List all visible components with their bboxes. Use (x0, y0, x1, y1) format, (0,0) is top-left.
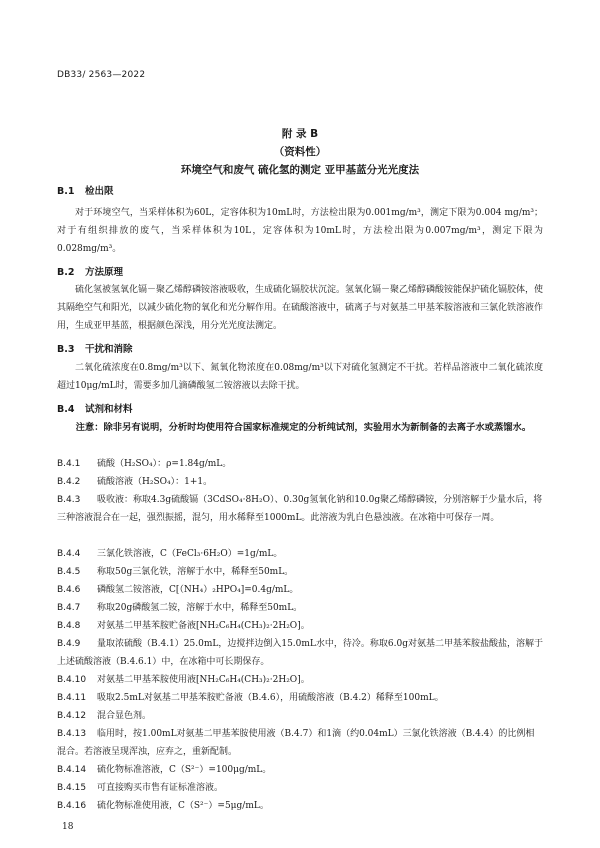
section-number: B.1 (57, 186, 75, 197)
list-item (57, 473, 543, 491)
list-item (57, 455, 543, 473)
item-text: 混合显色剂。 (97, 711, 152, 721)
item-text: 吸取2.5mL对氨基二甲基苯胺贮备液（B.4.6），用硫酸溶液（B.4.2）稀释至100mL。 (97, 693, 444, 703)
item-number: B.4.2 (57, 477, 81, 487)
item-text: 临用时，按1.00mL对氨基二甲基苯胺使用液（B.4.7）和1滴（约0.04mL）三氯化铁溶液（B.4.4）的比例相混合。若溶液呈现浑浊，应弃之，重新配制。 (57, 729, 535, 757)
list-item (57, 563, 543, 581)
item-text: 硫酸（H₂SO₄）：ρ=1.84g/mL。 (97, 459, 232, 469)
item-text: 硫化物标准使用液，C（S²⁻）=5μg/mL。 (97, 801, 269, 811)
section-heading-b3 (57, 341, 133, 355)
document-code: DB33/ 2563—2022 (57, 70, 146, 80)
section-heading-b2 (57, 264, 123, 278)
item-text: 硫酸溶液（H₂SO₄）：1+1。 (97, 477, 213, 487)
appendix-title (0, 125, 600, 179)
item-number: B.4.9 (57, 639, 81, 649)
list-item (57, 491, 543, 527)
section-heading-b1 (57, 183, 114, 197)
section-number: B.4 (57, 404, 75, 415)
item-number: B.4.1 (57, 459, 81, 469)
list-item (57, 671, 543, 689)
section-title: 方法原理 (85, 267, 124, 278)
list-item (57, 707, 543, 725)
item-number: B.4.3 (57, 495, 81, 505)
section-number: B.3 (57, 344, 75, 355)
list-item (57, 617, 543, 635)
item-number: B.4.8 (57, 621, 81, 631)
list-item (57, 581, 543, 599)
page-number: 18 (62, 822, 74, 832)
item-number: B.4.10 (57, 675, 87, 685)
item-number: B.4.12 (57, 711, 87, 721)
item-text: 对氨基二甲基苯胺使用液[NH₂C₆H₄(CH₃)₂·2H₂O]。 (97, 675, 310, 685)
list-item (57, 725, 543, 761)
list-item (57, 635, 543, 671)
item-text: 磷酸氢二铵溶液，C[（NH₄）₂HPO₄]=0.4g/mL。 (97, 585, 299, 595)
item-text: 量取浓硫酸（B.4.1）25.0mL，边搅拌边倒入15.0mL水中，待冷。称取6.0g对氨基二甲基苯胺盐酸盐，溶解于上述硫酸溶液（B.4.6.1）中，在冰箱中可长期保存。 (57, 639, 543, 667)
item-number: B.4.15 (57, 783, 87, 793)
item-text: 可直接购买市售有证标准溶液。 (97, 783, 224, 793)
section-text-b2: 硫化氢被氢氧化镉－聚乙烯醇磷铵溶液吸收，生成硫化镉胶状沉淀。氢氧化镉－聚乙烯醇磷酸铵能保护硫化镉胶体，使其隔绝空气和阳光，以减少硫化物的氧化和光分解作用。在硫酸溶液中，硫离子与对氨基二甲基苯胺溶液和三氯化铁溶液作用，生成亚甲基蓝，根据颜色深浅，用分光光度法测定。 (57, 285, 544, 331)
item-number: B.4.7 (57, 603, 81, 613)
item-number: B.4.6 (57, 585, 81, 595)
item-number: B.4.13 (57, 729, 87, 739)
list-item (57, 689, 543, 707)
section-number: B.2 (57, 267, 75, 278)
appendix-heading: 环境空气和废气 硫化氢的测定 亚甲基蓝分光光度法 (180, 164, 420, 176)
section-text-b1: 对于环境空气，当采样体积为60L，定容体积为10mL时，方法检出限为0.001mg/m³，测定下限为0.004 mg/m³；对于有组织排放的废气，当采样体积为10L，定容体积为10mL时，方法检出限为0.007mg/m³，测定下限为0.028mg/m³。 (57, 208, 543, 254)
item-number: B.4.11 (57, 693, 87, 703)
section-heading-b4 (57, 401, 133, 415)
appendix-label: 附 录 B (281, 128, 319, 140)
list-item (57, 545, 543, 563)
section-title: 检出限 (85, 186, 114, 197)
item-text: 对氨基二甲基苯胺贮备液[NH₂C₆H₄(CH₃)₂·2H₂O]。 (97, 621, 310, 631)
list-item (57, 599, 543, 617)
item-text: 吸收液：称取4.3g硫酸镉（3CdSO₄·8H₂O）、0.30g氢氧化钠和10.0g聚乙烯醇磷铵，分别溶解于少量水后，将三种溶液混合在一起，强烈振摇，混匀，用水稀释至1000mL。此溶液为乳白色悬浊液。在冰箱中可保存一周。 (57, 495, 543, 523)
list-item (57, 797, 543, 815)
appendix-nature: （资料性） (273, 146, 327, 158)
section-text-b3: 二氧化硫浓度在0.8mg/m³以下、氮氧化物浓度在0.08mg/m³以下对硫化氢测定不干扰。若样品溶液中二氧化硫浓度超过10μg/mL时，需要多加几滴磷酸氢二铵溶液以去除干扰。 (57, 363, 543, 391)
item-number: B.4.5 (57, 567, 81, 577)
item-number: B.4.16 (57, 801, 87, 811)
item-text: 三氯化铁溶液，C（FeCl₃·6H₂O）=1g/mL。 (97, 549, 283, 559)
section-title: 干扰和消除 (85, 344, 133, 355)
section-title: 试剂和材料 (85, 404, 133, 415)
item-text: 称取50g三氯化铁，溶解于水中，稀释至50mL。 (97, 567, 294, 577)
list-item (57, 761, 543, 779)
item-text: 硫化物标准溶液，C（S²⁻）=100μg/mL。 (97, 765, 272, 775)
item-number: B.4.4 (57, 549, 81, 559)
item-text: 称取20g磷酸氢二铵，溶解于水中，稀释至50mL。 (97, 603, 303, 613)
item-number: B.4.14 (57, 765, 87, 775)
list-item (57, 779, 543, 797)
reagent-note: 注意：除非另有说明，分析时均使用符合国家标准规定的分析纯试剂，实验用水为新制备的去离子水或蒸馏水。 (75, 422, 532, 433)
